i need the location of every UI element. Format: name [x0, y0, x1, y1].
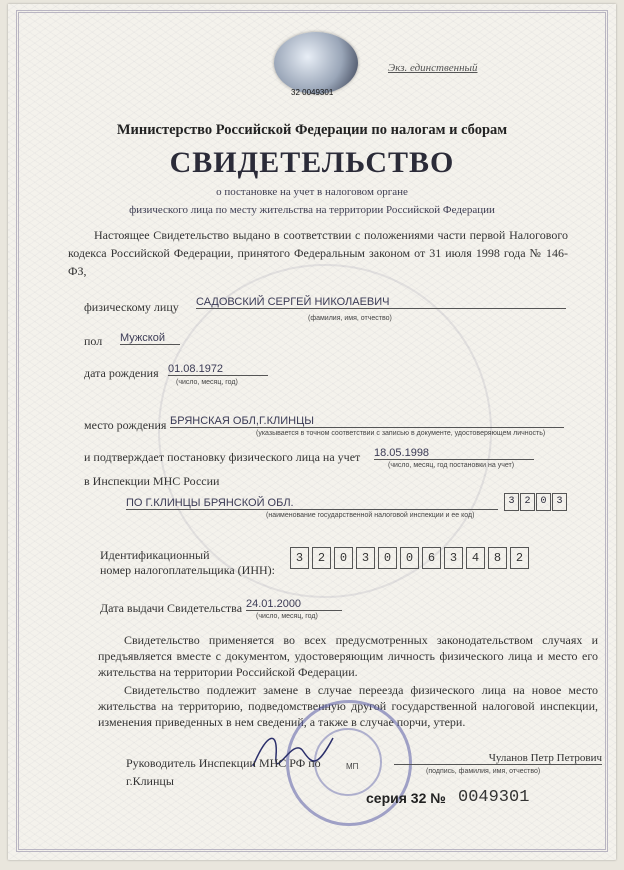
inn-number: [290, 547, 532, 569]
inspection-code-digit: 0: [536, 493, 551, 511]
usage-paragraph: Свидетельство применяется во всех предусмотренных законодательством случаях и предъявляется вместе с документом, удостоверяющим личность физического лица и место его жительства на территории Российской Федерации.: [98, 633, 598, 679]
signer-caption: (подпись, фамилия, имя, отчество): [426, 768, 541, 775]
inn-digit: 2: [510, 547, 529, 569]
inspection-code-digit: 3: [504, 493, 519, 511]
registration-label: и подтверждает постановку физического лица на учет: [84, 450, 361, 464]
sex-label: пол: [84, 334, 103, 348]
inn-digit: 6: [422, 547, 441, 569]
inn-digit: 0: [400, 547, 419, 569]
inn-digit: 3: [356, 547, 375, 569]
issue-date-value: 24.01.2000: [246, 598, 342, 611]
birthplace-label: место рождения: [84, 418, 167, 432]
person-value: САДОВСКИЙ СЕРГЕЙ НИКОЛАЕВИЧ: [196, 296, 566, 309]
document-subtitle-1: о постановке на учет в налоговом органе: [216, 186, 408, 198]
ministry-title: Министерство Российской Федерации по налогам и сборам: [116, 122, 508, 138]
inn-digit: 3: [444, 547, 463, 569]
document-title: СВИДЕТЕЛЬСТВО: [169, 146, 455, 179]
inspection-label: в Инспекции МНС России: [84, 474, 220, 488]
document-subtitle-2: физического лица по месту жительства на территории Российской Федерации: [129, 204, 495, 216]
hologram-seal: [274, 32, 358, 94]
birthdate-value: 01.08.1972: [168, 363, 268, 376]
inn-label-line1: Идентификационный: [100, 548, 210, 562]
birthdate-caption: (число, месяц, год): [176, 379, 238, 386]
replacement-paragraph: Свидетельство подлежит замене в случае переезда физического лица на новое место жительства на территорию, подведомственную другой государственной налоговой инспекции, изменения приведенных в нем сведений, а также в случае порчи, утери.: [98, 683, 598, 729]
registration-value: 18.05.1998: [374, 447, 534, 460]
certificate-page: [8, 4, 616, 860]
inn-digit: 0: [378, 547, 397, 569]
series-label: серия 32 №: [366, 790, 446, 806]
intro-paragraph: Настоящее Свидетельство выдано в соответствии с положениями части первой Налогового кодекса Российской Федерации, принятого Федеральным законом от 31 июля 1998 года № 146-ФЗ,: [68, 228, 568, 278]
issue-date-label: Дата выдачи Свидетельства: [100, 601, 243, 615]
inspection-code-digit: 2: [520, 493, 535, 511]
stamp-place-label: МП: [346, 762, 359, 771]
person-label: физическому лицу: [84, 300, 179, 314]
city-label: г.Клинцы: [126, 774, 174, 788]
head-label: Руководитель Инспекции МНС РФ по: [126, 756, 321, 770]
birthplace-value: БРЯНСКАЯ ОБЛ,Г.КЛИНЦЫ: [170, 415, 564, 428]
signer-name: Чуланов Петр Петрович: [394, 752, 602, 765]
inn-digit: 2: [312, 547, 331, 569]
inn-digit: 3: [290, 547, 309, 569]
inn-label-line2: номер налогоплательщика (ИНН):: [100, 563, 275, 577]
copy-note: Экз. единственный: [388, 62, 478, 74]
inspection-code: [504, 493, 568, 511]
inn-digit: 8: [488, 547, 507, 569]
inspection-value: ПО Г.КЛИНЦЫ БРЯНСКОЙ ОБЛ.: [126, 497, 498, 510]
issue-date-caption: (число, месяц, год): [256, 613, 318, 620]
birthdate-label: дата рождения: [84, 366, 159, 380]
sex-value: Мужской: [120, 332, 180, 345]
inn-digit: 0: [334, 547, 353, 569]
serial-number: 0049301: [458, 788, 530, 807]
inspection-code-digit: 3: [552, 493, 567, 511]
inspection-caption: (наименование государственной налоговой инспекции и ее код): [266, 512, 475, 519]
inn-digit: 4: [466, 547, 485, 569]
person-caption: (фамилия, имя, отчество): [308, 315, 392, 322]
birthplace-caption: (указывается в точном соответствии с записью в документе, удостоверяющем личность): [256, 430, 546, 437]
hologram-number: 32 0049301: [291, 88, 334, 97]
registration-caption: (число, месяц, год постановки на учет): [388, 462, 515, 469]
